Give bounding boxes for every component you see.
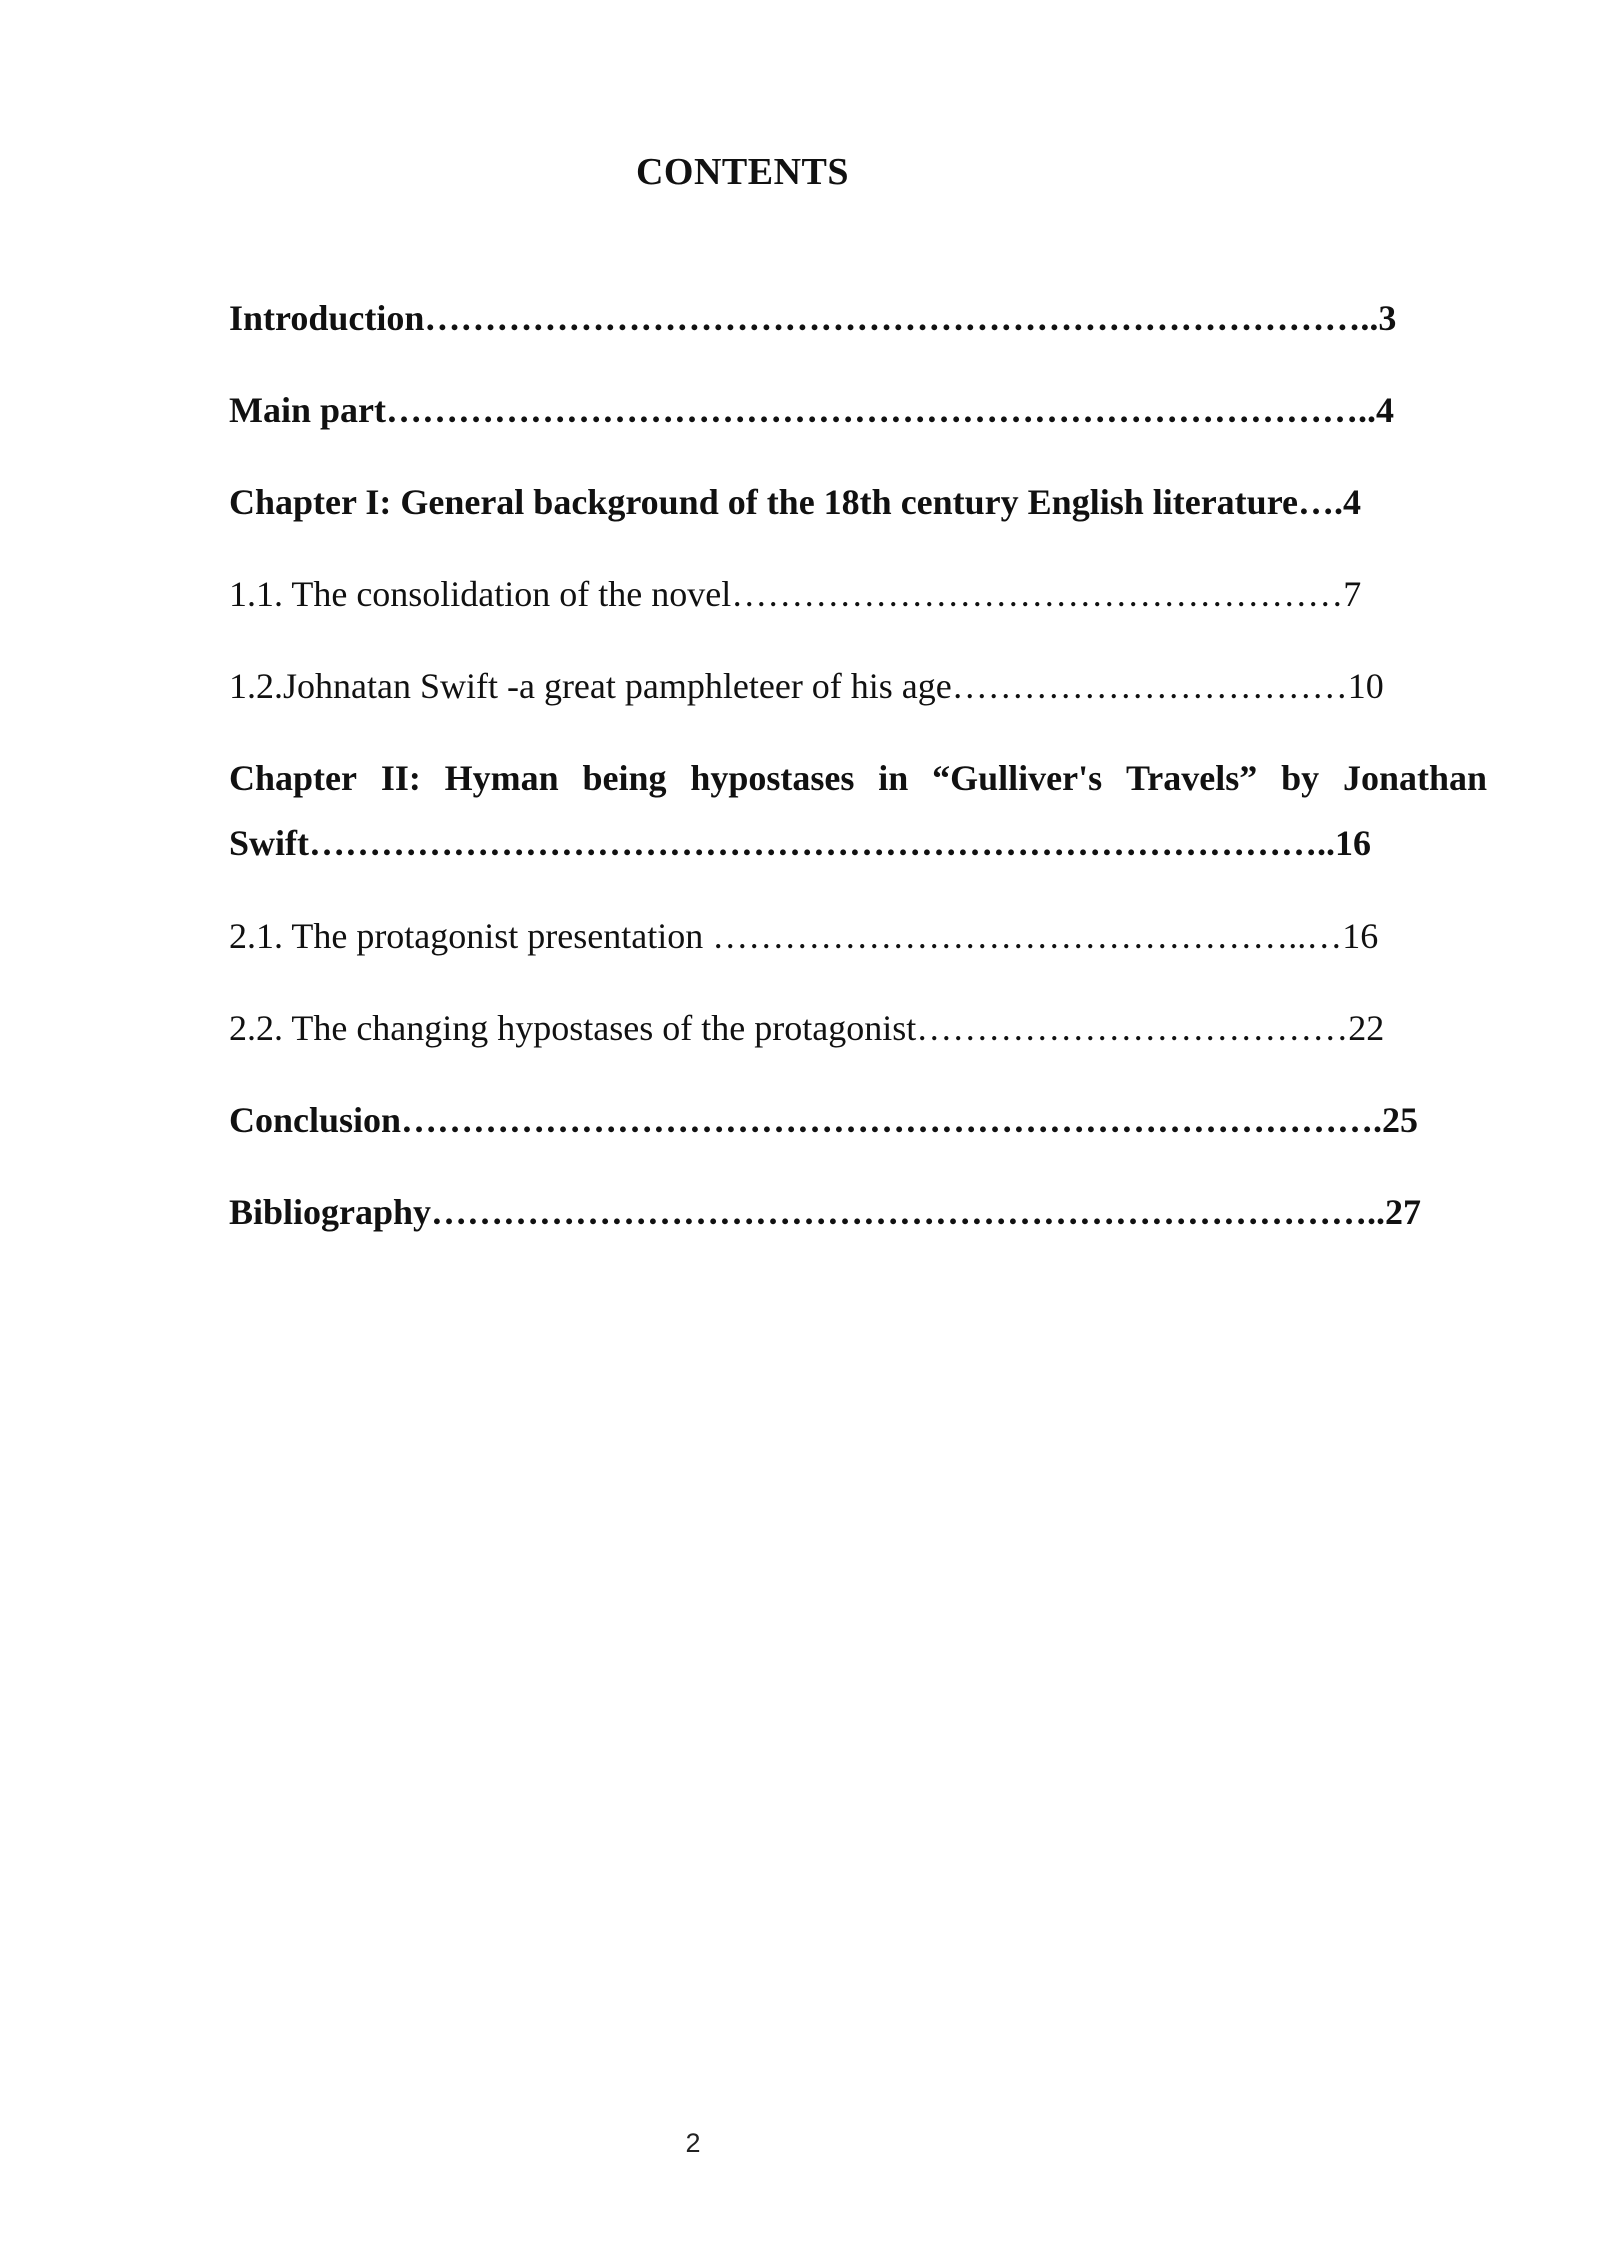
toc-chapter-2-word: Hyman — [444, 758, 559, 798]
page-number: 2 — [685, 2128, 701, 2158]
toc-chapter-2-word: being — [582, 758, 667, 798]
page-title: CONTENTS — [635, 151, 850, 193]
toc-entry-bibliography: Bibliography……………………………………………………………………..27 — [229, 1192, 1422, 1232]
toc-entry-main-part: Main part………………………………………………………………………..4 — [229, 390, 1394, 430]
toc-chapter-2-word: by — [1281, 758, 1320, 798]
toc-chapter-2-word: Travels” — [1125, 758, 1258, 798]
toc-chapter-2-word: “Gulliver's — [932, 758, 1103, 798]
toc-entry-section-1-2: 1.2.Johnatan Swift -a great pamphleteer of his age……………………………10 — [229, 666, 1384, 706]
toc-chapter-2-word: in — [878, 758, 909, 798]
toc-chapter-2-word: II: — [380, 758, 421, 798]
toc-entry-chapter-2-line-1 — [229, 755, 1487, 801]
toc-entry-chapter-2-line-2: Swift…………………………………………………………………………..16 — [229, 823, 1371, 863]
toc-entry-chapter-1: Chapter I: General background of the 18th century English literature….4 — [229, 482, 1361, 522]
toc-entry-conclusion: Conclusion……………………………………………………………………….25 — [229, 1100, 1419, 1140]
toc-chapter-2-word: Chapter — [229, 758, 357, 798]
toc-chapter-2-word: hypostases — [690, 758, 855, 798]
toc-entry-section-2-1: 2.1. The protagonist presentation …………………………………………..…16 — [229, 916, 1379, 956]
toc-entry-section-2-2: 2.2. The changing hypostases of the protagonist………………………………22 — [229, 1008, 1385, 1048]
toc-chapter-2-word: Jonathan — [1342, 758, 1487, 798]
toc-entry-introduction: Introduction……………………………………………………………………..3 — [229, 298, 1397, 338]
toc-entry-section-1-1: 1.1. The consolidation of the novel……………………………………………7 — [229, 574, 1362, 614]
